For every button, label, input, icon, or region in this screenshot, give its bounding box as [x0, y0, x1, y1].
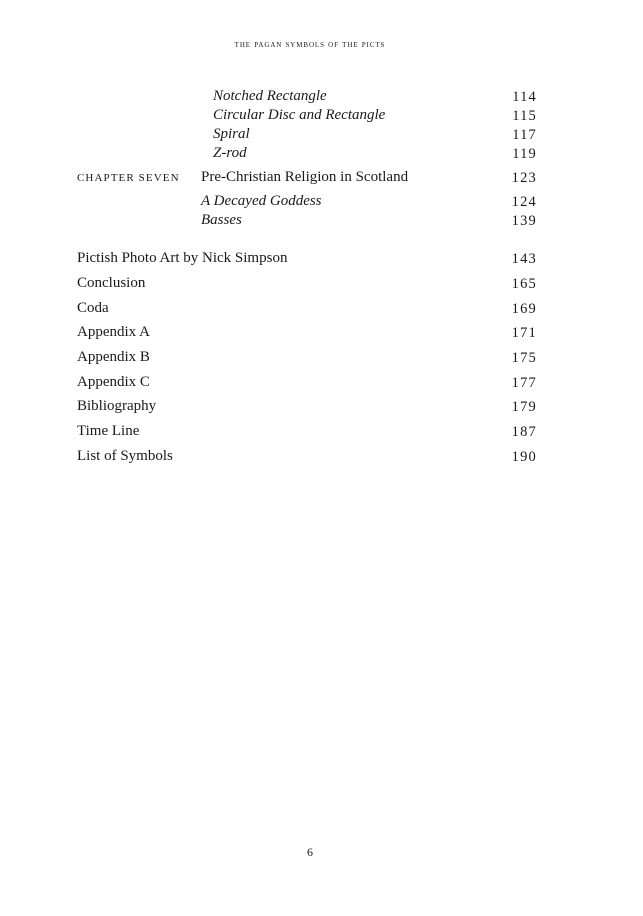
toc-entry-page: 124 — [511, 194, 537, 210]
toc-entry-page: 117 — [512, 127, 537, 143]
toc-entry-page: 175 — [511, 350, 537, 366]
toc-entry-page: 139 — [511, 213, 537, 229]
toc-entry-page: 114 — [512, 89, 537, 105]
chapter-label: CHAPTER SEVEN — [77, 172, 180, 184]
folio: 6 — [307, 845, 313, 859]
chapter-page: 123 — [511, 170, 537, 186]
toc-entry-page: 143 — [511, 251, 537, 267]
toc-entry-title: Pictish Photo Art by Nick Simpson — [77, 250, 288, 266]
toc-entry-page: 171 — [511, 325, 537, 341]
chapter-title: Pre-Christian Religion in Scotland — [201, 169, 409, 185]
running-head: the pagan symbols of the picts — [234, 40, 386, 50]
toc-entry-page: 179 — [511, 399, 537, 415]
toc-entry-page: 119 — [512, 146, 537, 162]
toc-entry-page: 169 — [511, 301, 537, 317]
toc-entry-title: Spiral — [213, 126, 250, 142]
toc-entry-page: 177 — [511, 375, 537, 391]
toc-entry-title: List of Symbols — [77, 448, 173, 464]
toc-entry-title: Notched Rectangle — [213, 88, 327, 104]
toc-entry-page: 115 — [512, 108, 537, 124]
toc-entry-title: A Decayed Goddess — [201, 193, 322, 209]
toc-entry-title: Z-rod — [213, 145, 247, 161]
toc-entry-page: 187 — [511, 424, 537, 440]
toc-entry-page: 190 — [511, 449, 537, 465]
toc-entry-title: Appendix C — [77, 374, 150, 390]
toc-entry-title: Basses — [201, 212, 242, 228]
toc-entry-page: 165 — [511, 276, 537, 292]
toc-entry-title: Time Line — [77, 423, 140, 439]
toc-entry-title: Appendix B — [77, 349, 150, 365]
toc-entry-title: Appendix A — [77, 324, 150, 340]
toc-entry-title: Circular Disc and Rectangle — [213, 107, 386, 123]
toc-entry-title: Coda — [77, 300, 109, 316]
toc-entry-title: Conclusion — [77, 275, 146, 291]
toc-entry-title: Bibliography — [77, 398, 157, 414]
